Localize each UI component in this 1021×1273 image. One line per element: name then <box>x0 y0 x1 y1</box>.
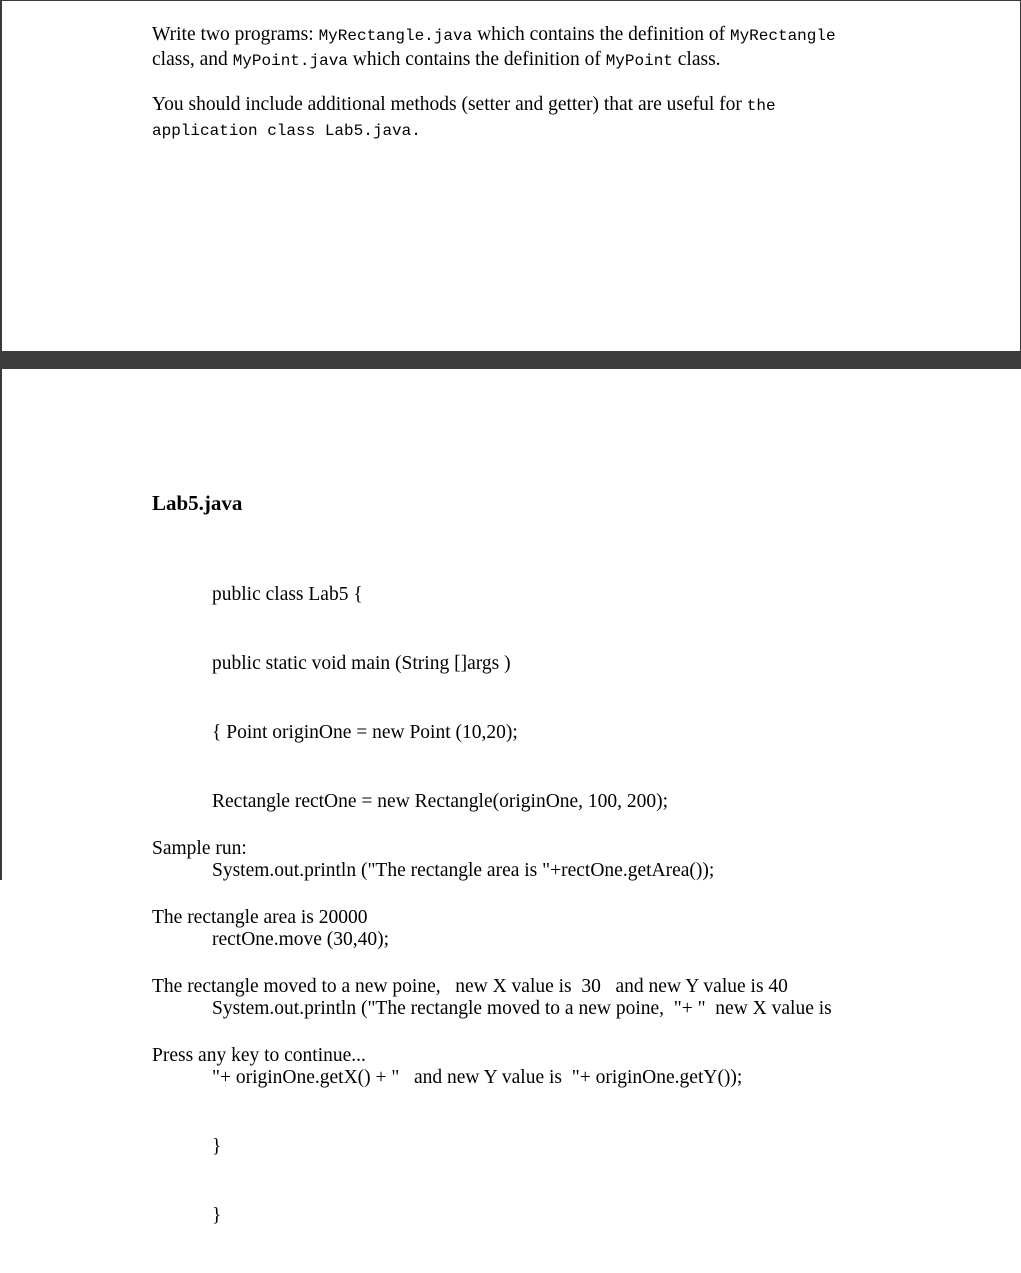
code-run: the <box>746 97 776 115</box>
code-line: Rectangle rectOne = new Rectangle(originOne, 100, 200); <box>212 791 669 812</box>
sample-run-line: The rectangle area is 20000 <box>152 907 368 928</box>
instructions-paragraph-2 <box>152 93 912 143</box>
code-line: public class Lab5 { <box>212 584 363 605</box>
text-run: class, and <box>152 49 233 70</box>
text-run: which contains the definition of <box>347 49 606 70</box>
sample-run-line: The rectangle moved to a new poine, new X value is 30 and new Y value is 40 <box>152 976 788 997</box>
sample-run-line: Press any key to continue... <box>152 1045 366 1066</box>
code-run: MyRectangle <box>729 27 836 45</box>
sample-run-block <box>152 791 788 1113</box>
code-line: } <box>212 1205 222 1226</box>
document-page-2 <box>0 369 1021 1226</box>
text-run: Write two programs: <box>152 24 319 45</box>
code-line: "+ originOne.getX() + " and new Y value is "+ originOne.getY()); <box>212 1067 743 1088</box>
code-run: MyPoint.java <box>232 52 348 70</box>
code-line: rectOne.move (30,40); <box>212 929 390 950</box>
text-run: class. <box>672 49 721 70</box>
sample-run-label: Sample run: <box>152 838 247 859</box>
code-line: System.out.println ("The rectangle area is "+rectOne.getArea()); <box>212 860 715 881</box>
code-line: } <box>212 1136 222 1157</box>
text-run: You should include additional methods (setter and getter) that are useful for <box>152 94 747 115</box>
code-run: MyPoint <box>605 52 673 70</box>
text-run: which contains the definition of <box>472 24 730 45</box>
page-separator <box>0 351 1021 369</box>
code-run: MyRectangle.java <box>318 27 473 45</box>
instructions-paragraph-1 <box>152 23 912 73</box>
code-line: public static void main (String []args ) <box>212 653 511 674</box>
code-line: System.out.println ("The rectangle moved to a new poine, "+ " new X value is <box>212 998 832 1019</box>
code-run: application class Lab5.java. <box>152 122 421 140</box>
lab5-heading: Lab5.java <box>152 491 243 515</box>
document-page-1 <box>0 0 1021 351</box>
code-line: { Point originOne = new Point (10,20); <box>212 722 518 743</box>
